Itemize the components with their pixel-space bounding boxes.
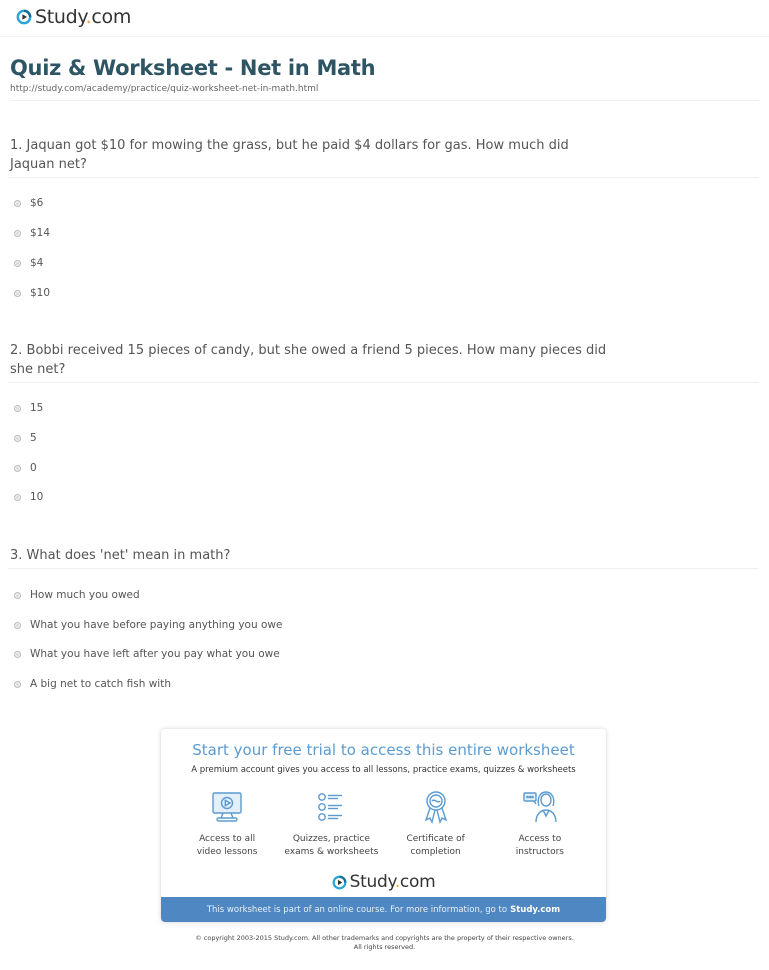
logo-wordmark: Study.com <box>35 6 132 28</box>
question-2-answer-a[interactable] <box>14 402 43 414</box>
question-2-divider <box>8 382 759 383</box>
question-2-answer-b[interactable] <box>14 432 37 444</box>
page-url: http://study.com/academy/practice/quiz-worksheet-net-in-math.html <box>10 84 319 94</box>
page-title: Quiz & Worksheet - Net in Math <box>10 56 376 80</box>
question-2-answer-c[interactable] <box>14 462 37 474</box>
radio-button[interactable] <box>14 200 21 207</box>
radio-button[interactable] <box>14 405 21 412</box>
answer-label: What you have left after you pay what you owe <box>30 648 280 660</box>
question-2-text: 2. Bobbi received 15 pieces of candy, but she owed a friend 5 pieces. How many pieces did she net? <box>10 343 607 377</box>
question-2-answer-d[interactable] <box>14 491 43 503</box>
answer-label: $14 <box>30 227 51 239</box>
header-divider <box>0 36 769 37</box>
radio-button[interactable] <box>14 465 21 472</box>
question-3-text: 3. What does 'net' mean in math? <box>10 548 231 563</box>
radio-button[interactable] <box>14 230 21 237</box>
promo-title[interactable]: Start your free trial to access this entire worksheet <box>192 741 575 759</box>
promo-study-logo[interactable] <box>161 872 606 892</box>
instructor-chat-icon <box>522 789 558 825</box>
certificate-ribbon-icon <box>418 789 454 825</box>
radio-button[interactable] <box>14 494 21 501</box>
radio-button[interactable] <box>14 260 21 267</box>
answer-label: 5 <box>30 432 37 444</box>
feature-quizzes <box>281 789 381 859</box>
question-1-answer-c[interactable] <box>14 257 43 269</box>
play-circle-logo-icon <box>16 9 32 25</box>
question-3-answer-c[interactable] <box>14 648 280 660</box>
question-1-answer-a[interactable] <box>14 197 43 209</box>
checklist-icon <box>313 789 349 825</box>
play-circle-logo-icon <box>332 875 347 890</box>
feature-label: Access to all video lessons <box>196 834 258 857</box>
question-3-divider <box>8 568 759 569</box>
logo-wordmark: Study.com <box>349 872 436 892</box>
answer-label: 10 <box>30 491 44 503</box>
feature-list <box>161 789 606 859</box>
radio-button[interactable] <box>14 290 21 297</box>
radio-button[interactable] <box>14 651 21 658</box>
question-1-answer-d[interactable] <box>14 287 50 299</box>
answer-label: $10 <box>30 287 51 299</box>
answer-label: How much you owed <box>30 589 140 601</box>
question-1-divider <box>8 177 759 178</box>
radio-button[interactable] <box>14 435 21 442</box>
course-info-banner <box>161 897 606 922</box>
radio-button[interactable] <box>14 622 21 629</box>
study-logo[interactable] <box>16 6 131 28</box>
free-trial-promo <box>161 729 606 922</box>
answer-label: 15 <box>30 402 44 414</box>
feature-certificate <box>386 789 486 859</box>
feature-video-lessons <box>177 789 277 859</box>
question-1-text: 1. Jaquan got $10 for mowing the grass, but he paid $4 dollars for gas. How much did Jaquan net? <box>10 138 569 172</box>
answer-label: $4 <box>30 257 44 269</box>
feature-instructors <box>490 789 590 859</box>
answer-label: 0 <box>30 462 37 474</box>
feature-label: Quizzes, practice exams & worksheets <box>284 834 379 857</box>
question-3-answer-d[interactable] <box>14 678 171 690</box>
video-monitor-icon <box>209 789 245 825</box>
feature-label: Certificate of completion <box>406 834 465 857</box>
title-divider <box>10 100 759 101</box>
answer-label: What you have before paying anything you owe <box>30 619 283 631</box>
copyright-notice: © copyright 2003-2015 Study.com. All other trademarks and copyrights are the property of their respective owners. All rights reserved. <box>195 934 574 951</box>
feature-label: Access to instructors <box>515 834 564 857</box>
promo-subtitle: A premium account gives you access to all lessons, practice exams, quizzes & worksheets <box>191 765 576 775</box>
radio-button[interactable] <box>14 681 21 688</box>
banner-text: This worksheet is part of an online course. For more information, go to <box>206 904 508 915</box>
question-1-answer-b[interactable] <box>14 227 50 239</box>
answer-label: A big net to catch fish with <box>30 678 171 690</box>
question-3-answer-b[interactable] <box>14 619 282 631</box>
radio-button[interactable] <box>14 592 21 599</box>
question-3-answer-a[interactable] <box>14 589 140 601</box>
answer-label: $6 <box>30 197 44 209</box>
study-com-link[interactable]: Study.com <box>510 904 561 915</box>
